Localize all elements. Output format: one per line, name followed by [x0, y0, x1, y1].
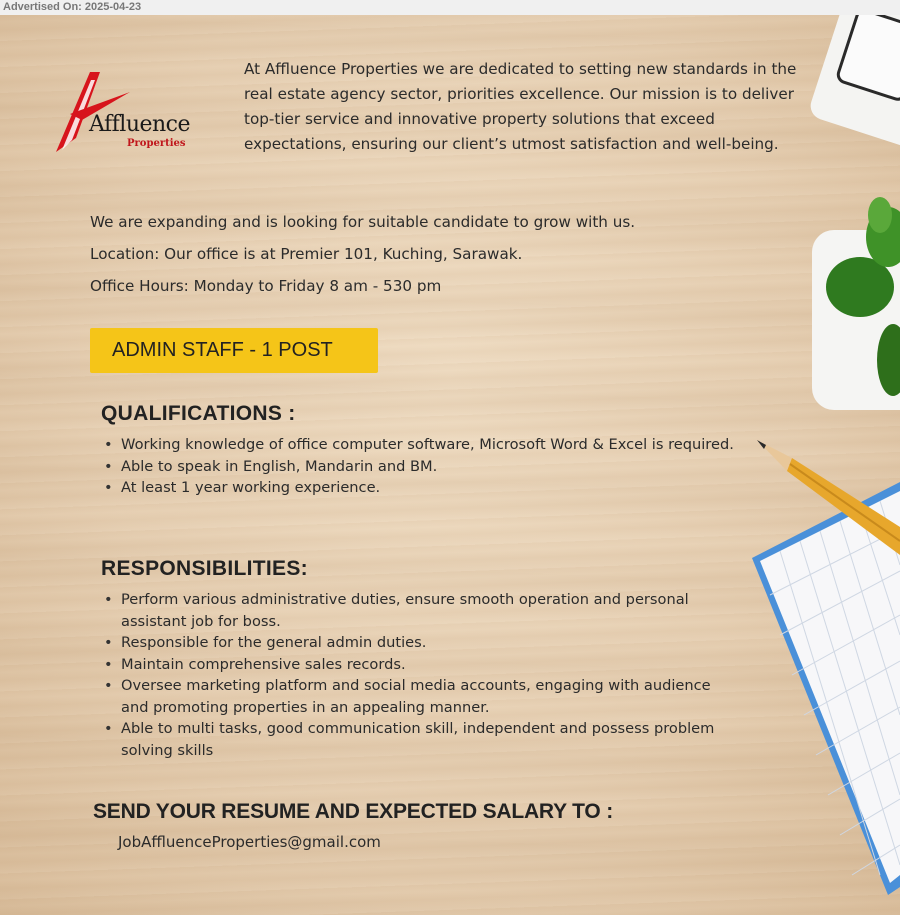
company-intro: At Affluence Properties we are dedicated to setting new standards in the real estate agency sector, priorities excellence. Our mission is to deliver top-tier service and innovative property solutions that exceed expectations, ensuring our client’s utmost satisfaction and well-being.: [244, 60, 797, 153]
position-badge: [90, 328, 378, 373]
list-item: • Able to speak in English, Mandarin and BM.: [101, 456, 751, 478]
contact-email: JobAffluenceProperties@gmail.com: [118, 833, 381, 851]
logo-subtitle: Properties: [127, 138, 186, 149]
logo-name: Affluence: [89, 112, 191, 137]
advertised-date: Advertised On: 2025-04-23: [3, 1, 142, 13]
keyboard-corner-icon: [807, 15, 900, 152]
list-item: • Perform various administrative duties, ensure smooth operation and personal assistant job for boss.: [101, 589, 721, 632]
position-title: ADMIN STAFF - 1 POST: [112, 339, 333, 361]
responsibilities-heading: RESPONSIBILITIES:: [101, 557, 308, 580]
list-item: • Maintain comprehensive sales records.: [101, 654, 721, 676]
qualifications-heading: QUALIFICATIONS :: [101, 402, 296, 425]
list-item: • At least 1 year working experience.: [101, 477, 751, 499]
advertised-date-bar: [0, 0, 900, 15]
office-hours: Office Hours: Monday to Friday 8 am - 530 pm: [90, 277, 442, 295]
list-item: • Able to multi tasks, good communication skill, independent and possess problem solving skills: [101, 718, 721, 761]
plant-pot-icon: [812, 197, 900, 410]
qualifications-list: [101, 434, 751, 499]
affluence-logo: [52, 70, 192, 170]
list-item: • Oversee marketing platform and social media accounts, engaging with audience and promoting properties in an appealing manner.: [101, 675, 721, 718]
expanding-statement: We are expanding and is looking for suitable candidate to grow with us.: [90, 213, 636, 231]
list-item: • Responsible for the general admin duties.: [101, 632, 721, 654]
list-item: • Working knowledge of office computer software, Microsoft Word & Excel is required.: [101, 434, 751, 456]
office-location: Location: Our office is at Premier 101, Kuching, Sarawak.: [90, 245, 523, 263]
job-ad-poster: [0, 15, 900, 915]
send-resume-heading: SEND YOUR RESUME AND EXPECTED SALARY TO :: [93, 800, 613, 823]
notebook-icon: [752, 482, 900, 895]
responsibilities-list: [101, 589, 721, 761]
